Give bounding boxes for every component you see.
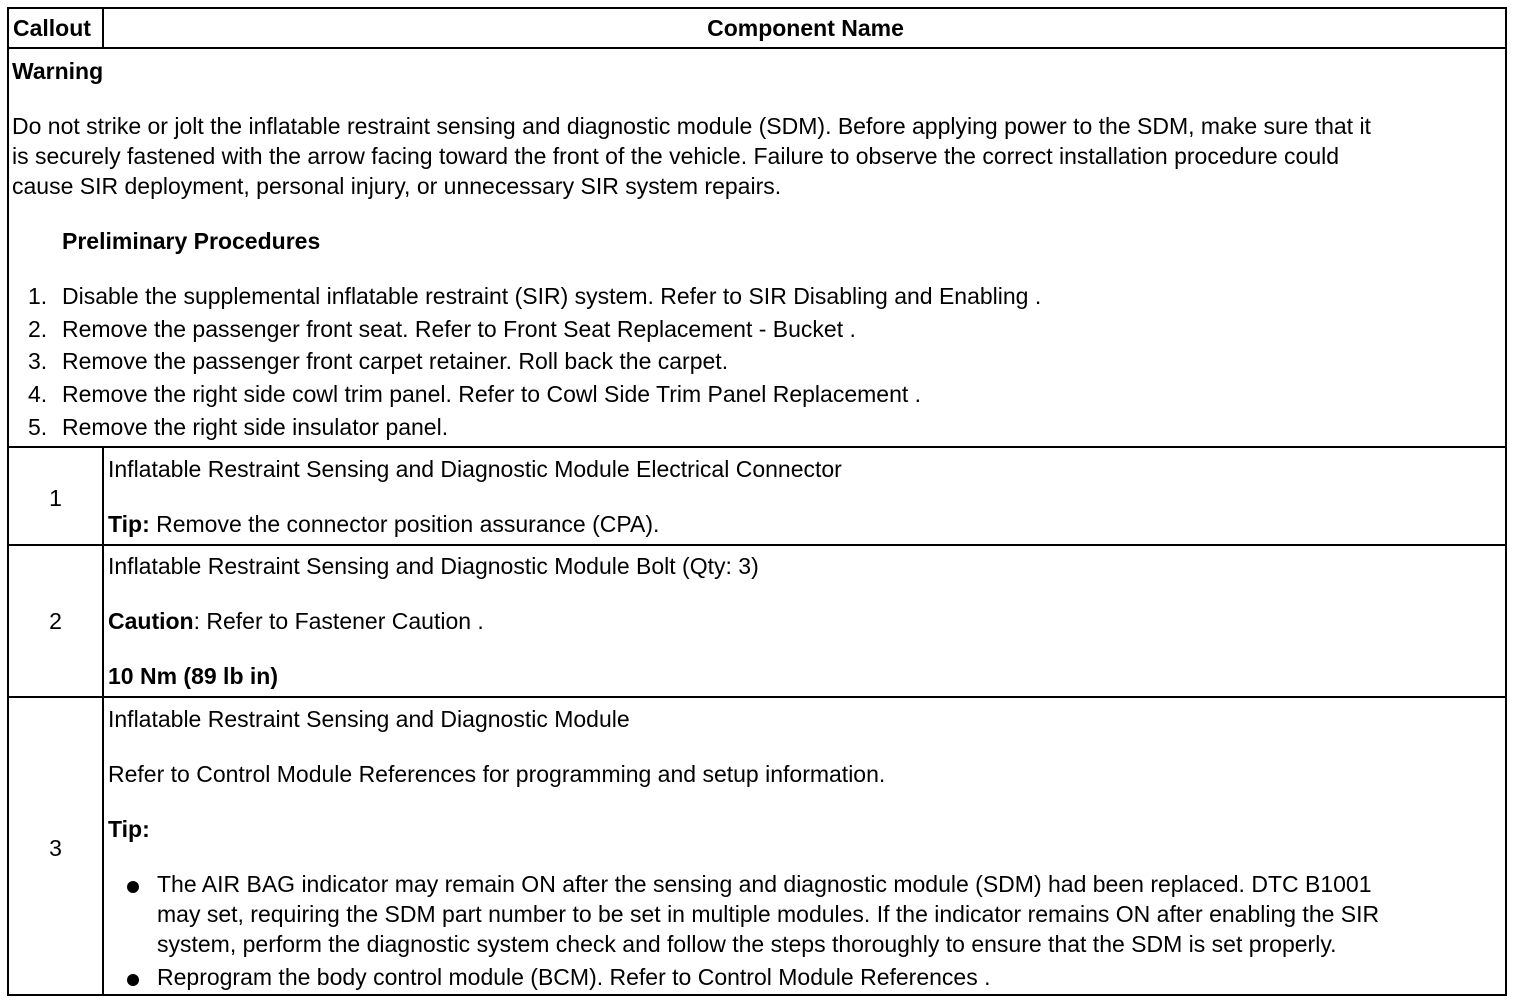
row-3-component-name: Inflatable Restraint Sensing and Diagnostic Module (108, 706, 630, 732)
row-2-torque: 10 Nm (89 lb in) (108, 663, 278, 689)
tip-text: Remove the connector position assurance (CPA). (149, 511, 660, 537)
bullet-line: The AIR BAG indicator may remain ON after the sensing and diagnostic module (SDM) had been replaced. DTC B1001 (157, 871, 1372, 897)
step-text: Remove the right side cowl trim panel. Refer to Cowl Side Trim Panel Replacement . (62, 381, 922, 407)
header-component-name: Component Name (707, 15, 904, 41)
bullet-icon (127, 974, 139, 986)
row-3-tip-label: Tip: (108, 816, 150, 842)
step-text: Remove the right side insulator panel. (62, 414, 449, 440)
row-2-caution (108, 606, 484, 636)
bullet-line: Reprogram the body control module (BCM). Refer to Control Module References . (157, 964, 991, 990)
row-1-callout: 1 (49, 485, 62, 511)
body-column-divider (102, 446, 104, 996)
step-text: Remove the passenger front seat. Refer to Front Seat Replacement - Bucket . (62, 316, 856, 342)
header-divider (9, 47, 1505, 49)
bullet-line: may set, requiring the SDM part number to be set in multiple modules. If the indicator remains ON after enabling the SIR (157, 901, 1380, 927)
row-1-tip (108, 509, 659, 539)
row-divider-2 (9, 544, 1505, 546)
warning-title: Warning (12, 58, 104, 84)
bullet-line: system, perform the diagnostic system check and follow the steps thoroughly to ensure that the SDM is set properly. (157, 931, 1337, 957)
step-number: 5. (28, 414, 48, 440)
step-number: 1. (28, 283, 48, 309)
row-divider-1 (9, 446, 1505, 448)
caution-text: : Refer to Fastener Caution . (193, 608, 484, 634)
step-text: Disable the supplemental inflatable restraint (SIR) system. Refer to SIR Disabling and Enabling . (62, 283, 1042, 309)
bullet-icon (127, 881, 139, 893)
warning-line: Do not strike or jolt the inflatable restraint sensing and diagnostic module (SDM). Before applying power to the SDM, make sure that it (12, 113, 1371, 139)
row-3-reference: Refer to Control Module References for programming and setup information. (108, 761, 886, 787)
step-number: 3. (28, 348, 48, 374)
step-number: 2. (28, 316, 48, 342)
row-2-component-name: Inflatable Restraint Sensing and Diagnostic Module Bolt (Qty: 3) (108, 553, 759, 579)
header-callout: Callout (13, 15, 91, 41)
tip-label: Tip: (108, 511, 150, 537)
row-3-callout: 3 (49, 835, 62, 861)
step-number: 4. (28, 381, 48, 407)
warning-line: cause SIR deployment, personal injury, or unnecessary SIR system repairs. (12, 173, 782, 199)
component-table (7, 7, 1507, 996)
row-divider-3 (9, 696, 1505, 698)
row-1-component-name: Inflatable Restraint Sensing and Diagnostic Module Electrical Connector (108, 456, 842, 482)
caution-label: Caution (108, 608, 194, 634)
preliminary-title: Preliminary Procedures (62, 228, 321, 254)
row-2-callout: 2 (49, 608, 62, 634)
warning-line: is securely fastened with the arrow facing toward the front of the vehicle. Failure to observe the correct installation procedure could (12, 143, 1340, 169)
step-text: Remove the passenger front carpet retainer. Roll back the carpet. (62, 348, 729, 374)
